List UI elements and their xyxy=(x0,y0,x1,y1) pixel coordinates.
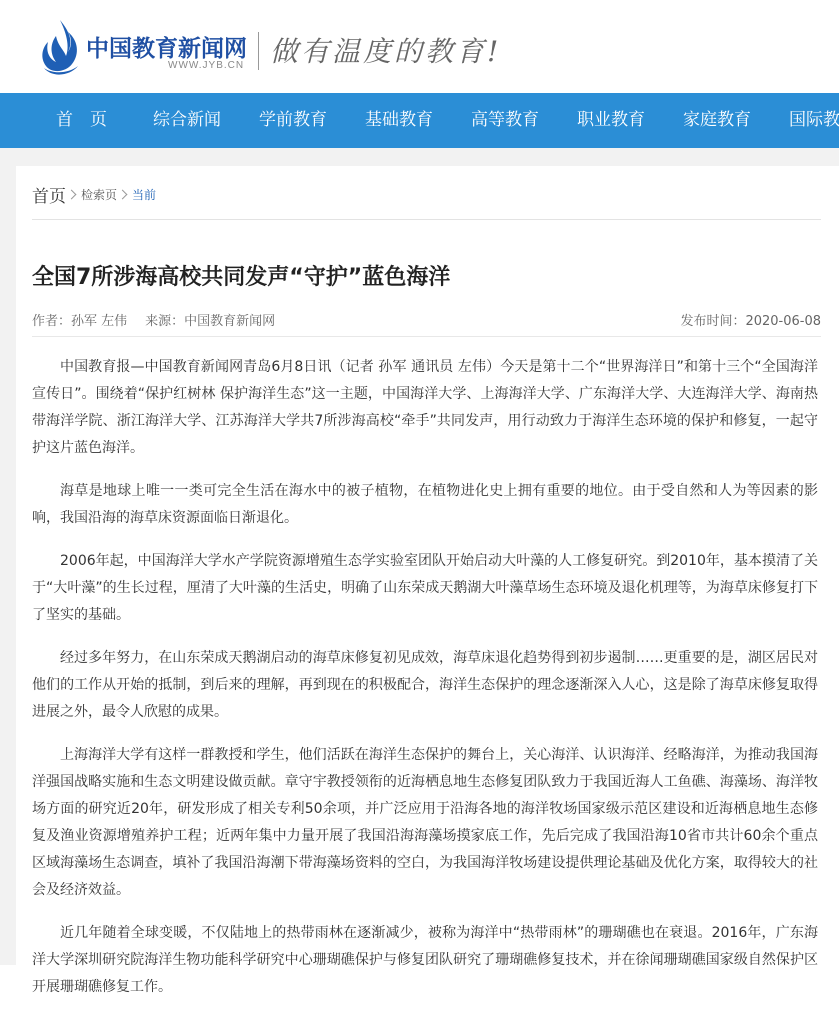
site-slogan: 做有温度的教育! xyxy=(270,35,502,68)
nav-item-preschool[interactable]: 学前教育 xyxy=(259,110,327,130)
nav-item-home[interactable]: 首 页 xyxy=(56,110,107,130)
breadcrumb-home[interactable]: 首页 xyxy=(32,187,66,207)
nav-item-vocational[interactable]: 职业教育 xyxy=(577,110,645,130)
article-meta xyxy=(32,310,293,329)
breadcrumb xyxy=(32,182,156,208)
article-paragraph: 经过多年努力，在山东荣成天鹅湖启动的海草床修复初见成效，海草床退化趋势得到初步遏制……更重要的是，湖区居民对他们的工作从开始的抵制，到后来的理解，再到现在的积极配合，海洋生态保护的理念逐渐深入人心，这是除了海草床修复取得进展之外，最令人欣慰的成果。 xyxy=(32,650,818,720)
nav-item-basic-education[interactable]: 基础教育 xyxy=(365,110,433,130)
article-title: 全国7所涉海高校共同发声“守护”蓝色海洋 xyxy=(32,265,451,290)
site-header xyxy=(0,0,839,93)
nav-item-general-news[interactable]: 综合新闻 xyxy=(153,110,221,130)
article-paragraph: 2006年起，中国海洋大学水产学院资源增殖生态学实验室团队开始启动大叶藻的人工修复研究。到2010年，基本摸清了关于“大叶藻”的生长过程，厘清了大叶藻的生活史，明确了山东荣成天鹅湖大叶藻草场生态环境及退化机理等，为海草床修复打下了坚实的基础。 xyxy=(32,553,818,623)
article-source: 来源：中国教育新闻网 xyxy=(145,314,276,329)
article-author: 作者：孙军 左伟 xyxy=(32,314,128,329)
article-body xyxy=(32,354,818,1017)
article-publish-time: 发布时间：2020-06-08 xyxy=(680,314,821,329)
breadcrumb-current[interactable]: 当前 xyxy=(132,188,157,202)
article-paragraph: 上海海洋大学有这样一群教授和学生，他们活跃在海洋生态保护的舞台上，关心海洋、认识海洋、经略海洋，为推动我国海洋强国战略实施和生态文明建设做贡献。章守宇教授领衔的近海栖息地生态修复团队致力于我国近海人工鱼礁、海藻场、海洋牧场方面的研究近20年，研发形成了相关专利50余项，并广泛应用于沿海各地的海洋牧场国家级示范区建设和近海栖息地生态修复及渔业资源增殖养护工程；近两年集中力量开展了我国沿海海藻场摸家底工作，先后完成了我国沿海10省市共计60余个重点区域海藻场生态调查，填补了我国沿海潮下带海藻场资料的空白，为我国海洋牧场建设提供理论基础及优化方案，取得较大的社会及经济效益。 xyxy=(32,747,818,898)
nav-item-higher-education[interactable]: 高等教育 xyxy=(471,110,539,130)
meta-divider xyxy=(32,336,821,337)
nav-item-international[interactable]: 国际教 xyxy=(789,110,840,130)
chevron-right-icon xyxy=(118,190,128,200)
logo-divider xyxy=(258,32,259,70)
main-nav xyxy=(0,93,839,148)
article-paragraph: 近几年随着全球变暖，不仅陆地上的热带雨林在逐渐减少，被称为海洋中“热带雨林”的珊瑚礁也在衰退。2016年，广东海洋大学深圳研究院海洋生物功能科学研究中心珊瑚礁保护与修复团队研究了珊瑚礁修复技术，并在徐闻珊瑚礁国家级自然保护区开展珊瑚礁修复工作。 xyxy=(32,925,818,995)
chevron-right-icon xyxy=(67,190,77,200)
site-name[interactable]: 中国教育新闻网 xyxy=(86,35,247,62)
article-paragraph: 中国教育报—中国教育新闻网青岛6月8日讯（记者 孙军 通讯员 左伟）今天是第十二个“世界海洋日”和第十三个“全国海洋宣传日”。围绕着“保护红树林 保护海洋生态”这一主题，中国海洋大学、上海海洋大学、广东海洋大学、大连海洋大学、海南热带海洋学院、浙江海洋大学、江苏海洋大学共7所涉海高校“牵手”共同发声，用行动致力于海洋生态环境的保护和修复，一起守护这片蓝色海洋。 xyxy=(32,359,818,456)
article-paragraph: 海草是地球上唯一一类可完全生活在海水中的被子植物，在植物进化史上拥有重要的地位。由于受自然和人为等因素的影响，我国沿海的海草床资源面临日渐退化。 xyxy=(32,483,818,526)
breadcrumb-divider xyxy=(32,219,821,220)
breadcrumb-search[interactable]: 检索页 xyxy=(81,188,118,202)
nav-item-family[interactable]: 家庭教育 xyxy=(683,110,751,130)
flame-logo-icon[interactable] xyxy=(38,18,82,76)
site-url: WWW.JYB.CN xyxy=(168,60,245,71)
